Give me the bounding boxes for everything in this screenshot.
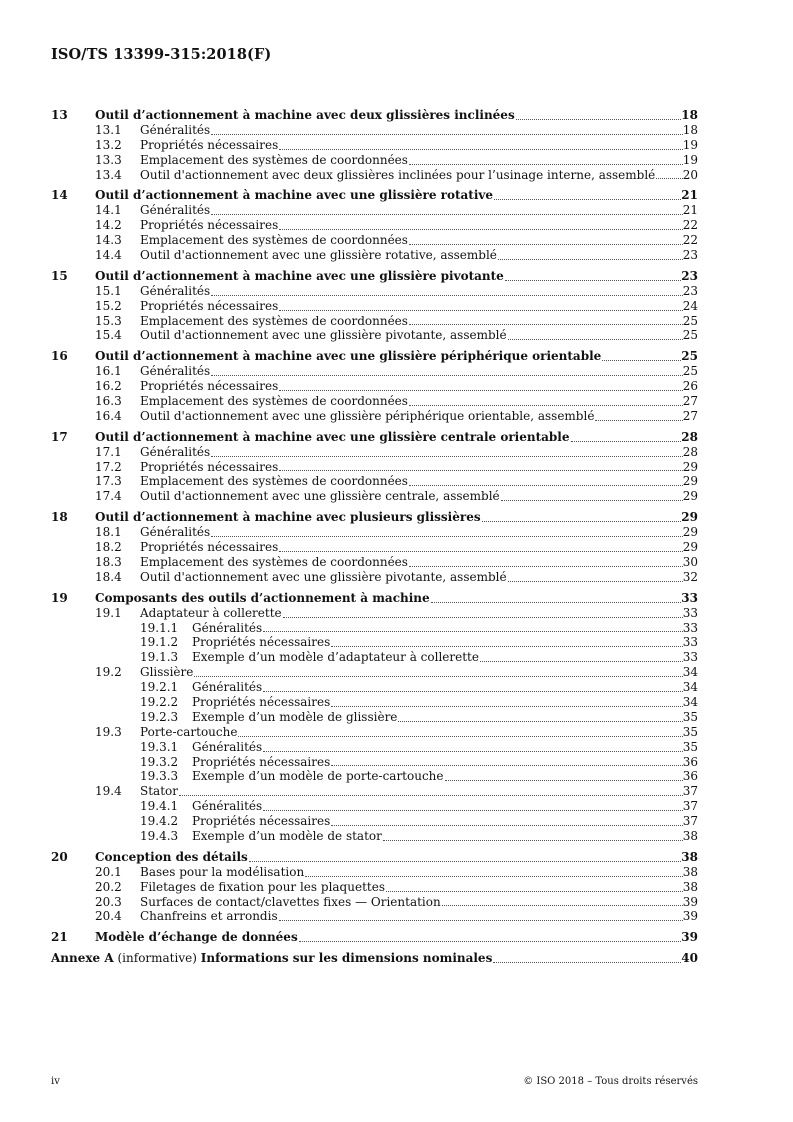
dot-leader — [480, 661, 683, 662]
toc-entry-title: Outil d’actionnement à machine avec une glissière périphérique orientable — [95, 349, 602, 364]
toc-subclause-entry[interactable] — [51, 138, 698, 153]
dot-leader — [409, 164, 683, 165]
toc-entry-page: 20 — [682, 167, 698, 182]
toc-clause-entry[interactable] — [51, 188, 698, 203]
toc-entry-page: 23 — [681, 268, 698, 283]
dot-leader — [263, 691, 683, 692]
toc-entry-title: Généralités — [192, 620, 263, 635]
dot-leader — [571, 441, 682, 442]
toc-subclause-entry[interactable] — [51, 248, 698, 263]
toc-entry-title: Outil d'actionnement avec une glissière centrale, assemblé — [140, 489, 500, 504]
toc-entry-number: 17.1 — [95, 444, 122, 459]
toc-entry-number: 19.1.1 — [140, 620, 179, 635]
toc-subclause-entry[interactable] — [51, 153, 698, 168]
toc-entry-title: Emplacement des systèmes de coordonnées — [140, 474, 408, 489]
toc-entry-number: 18.4 — [95, 569, 122, 584]
toc-entry-title: Propriétés nécessaires — [192, 754, 331, 769]
dot-leader — [279, 390, 682, 391]
toc-entry-number: 13 — [51, 108, 68, 122]
toc-entry-number: 19.2 — [95, 665, 122, 680]
toc-subsubclause-entry[interactable] — [51, 799, 698, 814]
dot-leader — [249, 861, 682, 862]
toc-subclause-entry[interactable] — [51, 555, 698, 570]
toc-entry-page: 25 — [681, 349, 698, 364]
toc-clause-entry[interactable] — [51, 269, 698, 284]
toc-entry-page: 23 — [682, 283, 698, 298]
toc-entry-page: 29 — [681, 510, 698, 525]
dot-leader — [263, 631, 683, 632]
dot-leader — [508, 581, 683, 582]
dot-leader — [211, 134, 683, 135]
toc-subclause-entry[interactable] — [51, 364, 698, 379]
toc-clause-entry[interactable] — [51, 930, 698, 945]
footer-page-number: iv — [51, 1076, 60, 1087]
toc-subsubclause-entry[interactable] — [51, 710, 698, 725]
toc-entry-page: 18 — [681, 108, 698, 122]
toc-entry-number: 19 — [51, 590, 68, 605]
toc-entry-page: 29 — [682, 489, 698, 504]
toc-entry-title: Emplacement des systèmes de coordonnées — [140, 152, 408, 167]
toc-entry-title: Propriétés nécessaires — [140, 379, 279, 394]
dot-leader — [442, 905, 683, 906]
toc-entry-title: Conception des détails — [95, 849, 248, 864]
dot-leader — [211, 375, 683, 376]
toc-subclause-entry[interactable] — [51, 895, 698, 910]
dot-leader — [331, 825, 682, 826]
dot-leader — [602, 360, 681, 361]
toc-entry-page: 34 — [682, 665, 698, 680]
toc-entry-number: 14.3 — [95, 233, 122, 248]
toc-entry-page: 36 — [682, 754, 698, 769]
toc-entry-number: 20.4 — [95, 909, 122, 924]
toc-entry-page: 33 — [682, 605, 698, 620]
toc-entry-page: 26 — [682, 379, 698, 394]
toc-subclause-entry[interactable] — [51, 409, 698, 424]
toc-subclause-entry[interactable] — [51, 299, 698, 314]
toc-subclause-entry[interactable] — [51, 540, 698, 555]
toc-entry-number: 15.3 — [95, 313, 122, 328]
dot-leader — [263, 751, 683, 752]
toc-entry-title: Outil d’actionnement à machine avec plusieurs glissières — [95, 510, 481, 525]
dot-leader — [331, 646, 682, 647]
toc-entry-title: Propriétés nécessaires — [140, 137, 279, 152]
toc-entry-number: 13.4 — [95, 167, 122, 182]
footer-copyright: © ISO 2018 – Tous droits réservés — [523, 1076, 698, 1087]
dot-leader — [516, 119, 682, 120]
toc-entry-number: 17.4 — [95, 489, 122, 504]
toc-entry-number: 13.1 — [95, 122, 122, 137]
toc-entry-page: 37 — [682, 799, 698, 814]
toc-entry-number: 18.1 — [95, 525, 122, 540]
toc-entry-title: Filetages de fixation pour les plaquettes — [140, 879, 385, 894]
toc-entry-number: 14.4 — [95, 248, 122, 263]
toc-entry-number: 15 — [51, 268, 68, 283]
toc-entry-page: 38 — [682, 879, 698, 894]
dot-leader — [194, 676, 682, 677]
toc-subclause-entry[interactable] — [51, 123, 698, 138]
dot-leader — [279, 310, 682, 311]
dot-leader — [431, 602, 682, 603]
dot-leader — [398, 721, 682, 722]
toc-entry-number: 14 — [51, 188, 68, 203]
toc-entry-page: 36 — [682, 769, 698, 784]
toc-entry-title: Stator — [140, 784, 178, 799]
toc-entry-number: 19.4.3 — [140, 828, 179, 843]
toc-subclause-entry[interactable] — [51, 865, 698, 880]
toc-entry-page: 25 — [682, 313, 698, 328]
toc-entry-number: 18.2 — [95, 540, 122, 555]
dot-leader — [656, 178, 682, 179]
toc-entry-title: Généralités — [140, 283, 211, 298]
dot-leader — [409, 405, 683, 406]
toc-entry-title: Exemple d’un modèle de porte-cartouche — [192, 769, 444, 784]
toc-subclause-entry[interactable] — [51, 233, 698, 248]
toc-entry-number: 15.2 — [95, 298, 122, 313]
dot-leader — [211, 536, 683, 537]
toc-subclause-entry[interactable] — [51, 168, 698, 183]
toc-entry-page: 21 — [681, 188, 698, 203]
toc-entry-page: 32 — [682, 569, 698, 584]
toc-entry-page: 38 — [682, 864, 698, 879]
dot-leader — [211, 214, 683, 215]
toc-entry-title: Généralités — [140, 203, 211, 218]
toc-entry-title: Exemple d’un modèle de stator — [192, 828, 382, 843]
toc-entry-number: 19.1.3 — [140, 650, 179, 665]
toc-subclause-entry[interactable] — [51, 880, 698, 895]
toc-subsubclause-entry[interactable] — [51, 769, 698, 784]
toc-clause-entry[interactable] — [51, 510, 698, 525]
toc-subclause-entry[interactable] — [51, 314, 698, 329]
toc-entry-page: 33 — [682, 650, 698, 665]
toc-entry-page: 29 — [682, 459, 698, 474]
toc-entry-title: Glissière — [140, 665, 194, 680]
toc-clause-entry[interactable] — [51, 430, 698, 445]
toc-entry-page: 37 — [682, 784, 698, 799]
toc-subclause-entry[interactable] — [51, 203, 698, 218]
toc-entry-title: Adaptateur à collerette — [140, 605, 282, 620]
dot-leader — [211, 295, 683, 296]
toc-entry-number: 19.4.2 — [140, 814, 179, 829]
toc-entry-title: Exemple d’un modèle de glissière — [192, 709, 398, 724]
toc-entry-title: Outil d'actionnement avec une glissière périphérique orientable, assemblé — [140, 408, 595, 423]
toc-entry-page: 25 — [682, 328, 698, 343]
table-of-contents — [51, 108, 698, 966]
toc-entry-number: 19.3.1 — [140, 739, 179, 754]
toc-entry-page: 19 — [682, 137, 698, 152]
toc-subclause-entry[interactable] — [51, 665, 698, 680]
toc-entry-number: 20.1 — [95, 864, 122, 879]
toc-subsubclause-entry[interactable] — [51, 829, 698, 844]
toc-entry-title: Outil d'actionnement avec une glissière pivotante, assemblé — [140, 569, 507, 584]
toc-entry-page: 22 — [682, 218, 698, 233]
toc-subclause-entry[interactable] — [51, 525, 698, 540]
toc-entry-page: 28 — [681, 429, 698, 444]
dot-leader — [305, 876, 683, 877]
dot-leader — [409, 485, 683, 486]
toc-entry-title: Emplacement des systèmes de coordonnées — [140, 233, 408, 248]
toc-clause-entry[interactable] — [51, 591, 698, 606]
toc-entry-page: 35 — [682, 724, 698, 739]
dot-leader — [508, 339, 683, 340]
dot-leader — [494, 199, 681, 200]
toc-entry-title: Généralités — [192, 739, 263, 754]
toc-subsubclause-entry[interactable] — [51, 680, 698, 695]
toc-entry-number: 21 — [51, 930, 68, 945]
toc-clause-entry[interactable] — [51, 850, 698, 865]
toc-entry-page: 29 — [682, 474, 698, 489]
toc-entry-page: 35 — [682, 709, 698, 724]
toc-subclause-entry[interactable] — [51, 474, 698, 489]
toc-entry-title: Propriétés nécessaires — [140, 298, 279, 313]
dot-leader — [238, 736, 682, 737]
toc-entry-title: Outil d’actionnement à machine avec deux glissières inclinées — [95, 108, 515, 122]
toc-entry-title: Outil d’actionnement à machine avec une glissière centrale orientable — [95, 429, 570, 444]
annex-label: Annexe A — [51, 951, 114, 966]
dot-leader — [383, 840, 683, 841]
toc-subsubclause-entry[interactable] — [51, 755, 698, 770]
toc-entry-title: Emplacement des systèmes de coordonnées — [140, 554, 408, 569]
toc-entry-title: Porte-cartouche — [140, 724, 238, 739]
toc-entry-number: 17 — [51, 429, 68, 444]
dot-leader — [331, 765, 682, 766]
toc-entry-title: Propriétés nécessaires — [140, 459, 279, 474]
toc-entry-page: 24 — [682, 298, 698, 313]
dot-leader — [386, 891, 683, 892]
toc-entry-number: 19.3.3 — [140, 769, 179, 784]
toc-subclause-entry[interactable] — [51, 394, 698, 409]
toc-entry-page: 28 — [682, 444, 698, 459]
dot-leader — [279, 149, 682, 150]
toc-subclause-entry[interactable] — [51, 489, 698, 504]
toc-subclause-entry[interactable] — [51, 909, 698, 924]
dot-leader — [279, 920, 683, 921]
toc-subsubclause-entry[interactable] — [51, 814, 698, 829]
toc-entry-title: Chanfreins et arrondis — [140, 909, 278, 924]
toc-entry-number: 13.3 — [95, 152, 122, 167]
toc-entry-title: Modèle d’échange de données — [95, 930, 298, 945]
toc-entry-page: 34 — [682, 680, 698, 695]
toc-entry-page: 37 — [682, 814, 698, 829]
toc-annex-entry[interactable] — [51, 951, 698, 966]
toc-entry-number: 16.1 — [95, 364, 122, 379]
toc-entry-title: Généralités — [192, 680, 263, 695]
dot-leader — [331, 706, 682, 707]
toc-entry-page: 35 — [682, 739, 698, 754]
toc-entry-number: 19.2.2 — [140, 694, 179, 709]
toc-entry-page: 39 — [682, 894, 698, 909]
toc-subsubclause-entry[interactable] — [51, 650, 698, 665]
dot-leader — [505, 280, 681, 281]
toc-entry-title: Outil d'actionnement avec une glissière pivotante, assemblé — [140, 328, 507, 343]
toc-entry-page: 40 — [681, 951, 698, 966]
toc-entry-page: 29 — [682, 525, 698, 540]
toc-entry-title: Outil d’actionnement à machine avec une glissière pivotante — [95, 268, 504, 283]
page-footer — [51, 1076, 698, 1087]
toc-entry-title: Outil d’actionnement à machine avec une glissière rotative — [95, 188, 494, 203]
toc-subclause-entry[interactable] — [51, 570, 698, 585]
toc-entry-number: 13.2 — [95, 137, 122, 152]
dot-leader — [179, 795, 683, 796]
toc-subclause-entry[interactable] — [51, 460, 698, 475]
toc-entry-number: 16.2 — [95, 379, 122, 394]
dot-leader — [279, 229, 682, 230]
toc-entry-page: 34 — [682, 694, 698, 709]
toc-subclause-entry[interactable] — [51, 784, 698, 799]
toc-subclause-entry[interactable] — [51, 606, 698, 621]
dot-leader — [279, 470, 682, 471]
toc-entry-page: 33 — [682, 635, 698, 650]
toc-subsubclause-entry[interactable] — [51, 695, 698, 710]
toc-entry-page: 21 — [682, 203, 698, 218]
toc-entry-number: 18.3 — [95, 554, 122, 569]
dot-leader — [299, 941, 682, 942]
toc-subclause-entry[interactable] — [51, 284, 698, 299]
toc-entry-title: Propriétés nécessaires — [140, 540, 279, 555]
toc-entry-number: 19.1 — [95, 605, 122, 620]
toc-entry-title: Emplacement des systèmes de coordonnées — [140, 394, 408, 409]
dot-leader — [409, 566, 683, 567]
dot-leader — [445, 780, 683, 781]
toc-entry-number: 19.2.3 — [140, 709, 179, 724]
toc-entry-title: Généralités — [140, 444, 211, 459]
toc-entry-number: 19.4 — [95, 784, 122, 799]
toc-entry-page: 29 — [682, 540, 698, 555]
toc-subclause-entry[interactable] — [51, 725, 698, 740]
toc-entry-page: 33 — [681, 590, 698, 605]
toc-entry-title: Généralités — [192, 799, 263, 814]
toc-entry-page: 38 — [682, 828, 698, 843]
dot-leader — [493, 962, 681, 963]
toc-entry-number: 14.1 — [95, 203, 122, 218]
toc-subsubclause-entry[interactable] — [51, 621, 698, 636]
toc-entry-title: Exemple d’un modèle d’adaptateur à collerette — [192, 650, 479, 665]
dot-leader — [498, 259, 683, 260]
toc-subsubclause-entry[interactable] — [51, 635, 698, 650]
toc-entry-number: 15.4 — [95, 328, 122, 343]
toc-entry-title: Bases pour la modélisation — [140, 864, 305, 879]
toc-clause-entry[interactable] — [51, 108, 698, 123]
toc-entry-number: 14.2 — [95, 218, 122, 233]
toc-entry-title: Outil d'actionnement avec une glissière rotative, assemblé — [140, 248, 497, 263]
toc-entry-title: Surfaces de contact/clavettes fixes — Orientation — [140, 894, 441, 909]
toc-entry-page: 19 — [682, 152, 698, 167]
toc-entry-number: 15.1 — [95, 283, 122, 298]
toc-entry-title: Emplacement des systèmes de coordonnées — [140, 313, 408, 328]
toc-entry-page: 27 — [682, 408, 698, 423]
dot-leader — [595, 420, 682, 421]
document-id-header: ISO/TS 13399-315:2018(F) — [51, 46, 272, 63]
dot-leader — [279, 551, 682, 552]
toc-entry-number: 19.1.2 — [140, 635, 179, 650]
dot-leader — [482, 521, 682, 522]
toc-entry-title: Généralités — [140, 122, 211, 137]
toc-entry-number: 20.2 — [95, 879, 122, 894]
toc-entry-number: 20 — [51, 849, 68, 864]
toc-annex-title — [51, 951, 493, 966]
toc-entry-page: 22 — [682, 233, 698, 248]
dot-leader — [409, 324, 683, 325]
toc-entry-number: 20.3 — [95, 894, 122, 909]
annex-qualifier: (informative) — [117, 951, 197, 966]
toc-entry-title: Composants des outils d’actionnement à machine — [95, 590, 430, 605]
toc-entry-title: Généralités — [140, 364, 211, 379]
toc-subclause-entry[interactable] — [51, 445, 698, 460]
toc-entry-page: 27 — [682, 394, 698, 409]
toc-entry-page: 33 — [682, 620, 698, 635]
toc-entry-page: 18 — [682, 122, 698, 137]
toc-entry-number: 17.3 — [95, 474, 122, 489]
annex-title: Informations sur les dimensions nominales — [200, 951, 493, 966]
dot-leader — [263, 810, 683, 811]
toc-entry-title: Propriétés nécessaires — [140, 218, 279, 233]
toc-entry-number: 18 — [51, 510, 68, 525]
toc-entry-page: 39 — [682, 909, 698, 924]
toc-subclause-entry[interactable] — [51, 218, 698, 233]
toc-entry-title: Propriétés nécessaires — [192, 694, 331, 709]
toc-entry-number: 19.3 — [95, 724, 122, 739]
dot-leader — [283, 617, 683, 618]
toc-entry-number: 16 — [51, 349, 68, 364]
toc-entry-number: 17.2 — [95, 459, 122, 474]
toc-entry-page: 38 — [681, 849, 698, 864]
toc-subsubclause-entry[interactable] — [51, 740, 698, 755]
toc-entry-title: Propriétés nécessaires — [192, 814, 331, 829]
toc-entry-number: 16.3 — [95, 394, 122, 409]
toc-entry-number: 16.4 — [95, 408, 122, 423]
toc-entry-page: 39 — [681, 930, 698, 945]
toc-entry-number: 19.3.2 — [140, 754, 179, 769]
dot-leader — [211, 456, 683, 457]
toc-entry-page: 30 — [682, 554, 698, 569]
toc-entry-title: Propriétés nécessaires — [192, 635, 331, 650]
toc-entry-page: 25 — [682, 364, 698, 379]
toc-subclause-entry[interactable] — [51, 328, 698, 343]
toc-entry-number: 19.2.1 — [140, 680, 179, 695]
toc-subclause-entry[interactable] — [51, 379, 698, 394]
toc-entry-title: Généralités — [140, 525, 211, 540]
toc-clause-entry[interactable] — [51, 349, 698, 364]
toc-entry-number: 19.4.1 — [140, 799, 179, 814]
dot-leader — [501, 500, 683, 501]
toc-entry-page: 23 — [682, 248, 698, 263]
dot-leader — [409, 244, 683, 245]
toc-entry-title: Outil d'actionnement avec deux glissières inclinées pour l’usinage interne, assemblé — [140, 167, 656, 182]
